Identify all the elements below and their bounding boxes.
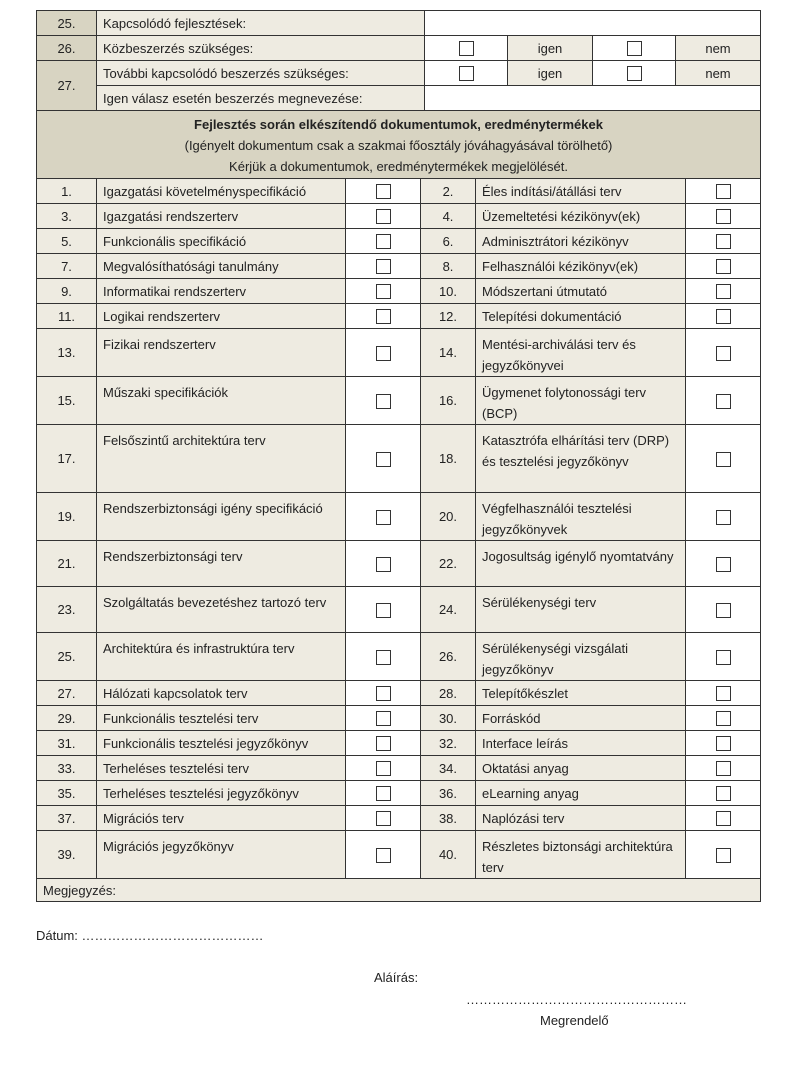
document-row (37, 781, 761, 806)
document-row (37, 731, 761, 756)
item-checkbox[interactable] (376, 736, 391, 751)
item-number: 24. (421, 587, 476, 633)
related-developments-label: Kapcsolódó fejlesztések: (97, 11, 425, 36)
item-label: Naplózási terv (476, 806, 686, 831)
item-number: 18. (421, 425, 476, 493)
item-checkbox[interactable] (376, 394, 391, 409)
procurement-name-input[interactable] (425, 86, 761, 111)
item-label: Rendszerbiztonsági terv (97, 541, 346, 587)
item-checkbox[interactable] (716, 209, 731, 224)
item-label: Adminisztrátori kézikönyv (476, 229, 686, 254)
documents-table (36, 178, 761, 902)
item-label: Hálózati kapcsolatok terv (97, 681, 346, 706)
item-number: 22. (421, 541, 476, 587)
yes-label: igen (508, 36, 593, 61)
item-checkbox[interactable] (376, 786, 391, 801)
document-row (37, 681, 761, 706)
document-row (37, 806, 761, 831)
item-number: 26. (421, 633, 476, 681)
row-27b (37, 86, 761, 111)
item-label: Interface leírás (476, 731, 686, 756)
item-checkbox[interactable] (376, 209, 391, 224)
item-checkbox[interactable] (716, 510, 731, 525)
item-checkbox[interactable] (376, 761, 391, 776)
item-label: Részletes biztonsági architektúra terv (476, 831, 686, 879)
item-label: Ügymenet folytonossági terv (BCP) (476, 377, 686, 425)
item-label: Szolgáltatás bevezetéshez tartozó terv (97, 587, 346, 633)
section-subtitle: (Igényelt dokumentum csak a szakmai főosztály jóváhagyásával törölhető) (184, 137, 613, 153)
item-number: 40. (421, 831, 476, 879)
item-number: 16. (421, 377, 476, 425)
item-checkbox[interactable] (376, 346, 391, 361)
item-number: 3. (37, 204, 97, 229)
item-label: Funkcionális tesztelési terv (97, 706, 346, 731)
item-checkbox[interactable] (376, 557, 391, 572)
item-number: 28. (421, 681, 476, 706)
item-checkbox[interactable] (716, 686, 731, 701)
item-checkbox[interactable] (376, 259, 391, 274)
procurement-name-label: Igen válasz esetén beszerzés megnevezése: (97, 86, 425, 111)
item-number: 33. (37, 756, 97, 781)
item-checkbox[interactable] (716, 811, 731, 826)
further-procurement-label: További kapcsolódó beszerzés szükséges: (97, 61, 425, 86)
item-label: Sérülékenységi terv (476, 587, 686, 633)
row-27 (37, 61, 761, 86)
item-checkbox[interactable] (716, 284, 731, 299)
item-label: Migrációs terv (97, 806, 346, 831)
procurement-no-checkbox[interactable] (627, 41, 642, 56)
item-number: 1. (37, 179, 97, 204)
item-label: Üzemeltetési kézikönyv(ek) (476, 204, 686, 229)
item-checkbox[interactable] (716, 452, 731, 467)
item-checkbox[interactable] (376, 309, 391, 324)
item-checkbox[interactable] (716, 394, 731, 409)
item-label: Katasztrófa elhárítási terv (DRP) és tesztelési jegyzőkönyv (476, 425, 686, 493)
item-label: Igazgatási követelményspecifikáció (97, 179, 346, 204)
item-number: 2. (421, 179, 476, 204)
item-number: 15. (37, 377, 97, 425)
item-checkbox[interactable] (376, 184, 391, 199)
item-label: Informatikai rendszerterv (97, 279, 346, 304)
procurement-yes-checkbox[interactable] (459, 41, 474, 56)
signature-label: Aláírás: (374, 970, 419, 985)
item-label: Architektúra és infrastruktúra terv (97, 633, 346, 681)
item-checkbox[interactable] (376, 711, 391, 726)
item-checkbox[interactable] (716, 761, 731, 776)
item-label: Fizikai rendszerterv (97, 329, 346, 377)
item-checkbox[interactable] (716, 309, 731, 324)
item-checkbox[interactable] (716, 736, 731, 751)
section-header (37, 111, 761, 180)
item-label: Végfelhasználói tesztelési jegyzőkönyvek (476, 493, 686, 541)
item-checkbox[interactable] (716, 650, 731, 665)
item-label: Terheléses tesztelési terv (97, 756, 346, 781)
item-label: Éles indítási/átállási terv (476, 179, 686, 204)
row-number: 26. (37, 36, 97, 61)
item-checkbox[interactable] (376, 811, 391, 826)
item-label: Funkcionális specifikáció (97, 229, 346, 254)
procurement-no-cell (593, 36, 676, 61)
item-label: Műszaki specifikációk (97, 377, 346, 425)
item-label: Megvalósíthatósági tanulmány (97, 254, 346, 279)
item-number: 38. (421, 806, 476, 831)
item-number: 5. (37, 229, 97, 254)
document-row (37, 279, 761, 304)
row-26 (37, 36, 761, 61)
item-number: 19. (37, 493, 97, 541)
row-25 (37, 11, 761, 36)
item-number: 21. (37, 541, 97, 587)
item-number: 34. (421, 756, 476, 781)
section-instruction: Kérjük a dokumentumok, eredménytermékek megjelölését. (229, 158, 568, 174)
document-row (37, 706, 761, 731)
item-number: 6. (421, 229, 476, 254)
document-row (37, 304, 761, 329)
item-number: 23. (37, 587, 97, 633)
item-number: 17. (37, 425, 97, 493)
item-number: 20. (421, 493, 476, 541)
item-number: 32. (421, 731, 476, 756)
document-row (37, 204, 761, 229)
item-checkbox[interactable] (716, 557, 731, 572)
section-title: Fejlesztés során elkészítendő dokumentumok, eredménytermékek (194, 116, 603, 132)
item-label: Sérülékenységi vizsgálati jegyzőkönyv (476, 633, 686, 681)
item-number: 31. (37, 731, 97, 756)
signature-line[interactable]: …………………………………………… (466, 992, 687, 1007)
item-number: 39. (37, 831, 97, 879)
item-checkbox[interactable] (716, 603, 731, 618)
document-row (37, 831, 761, 879)
item-number: 13. (37, 329, 97, 377)
document-row (37, 756, 761, 781)
item-number: 4. (421, 204, 476, 229)
item-checkbox[interactable] (376, 452, 391, 467)
item-label: Rendszerbiztonsági igény specifikáció (97, 493, 346, 541)
document-row (37, 633, 761, 681)
item-label: Forráskód (476, 706, 686, 731)
further-procurement-no-checkbox[interactable] (627, 66, 642, 81)
item-checkbox[interactable] (376, 510, 391, 525)
item-checkbox[interactable] (716, 184, 731, 199)
item-checkbox[interactable] (716, 786, 731, 801)
item-checkbox[interactable] (376, 284, 391, 299)
orderer-label: Megrendelő (540, 1013, 609, 1028)
item-checkbox[interactable] (716, 346, 731, 361)
item-number: 27. (37, 681, 97, 706)
no-label: nem (676, 36, 761, 61)
item-label: eLearning anyag (476, 781, 686, 806)
item-number: 35. (37, 781, 97, 806)
item-number: 30. (421, 706, 476, 731)
procurement-yes-cell (425, 36, 508, 61)
item-label: Módszertani útmutató (476, 279, 686, 304)
item-label: Terheléses tesztelési jegyzőkönyv (97, 781, 346, 806)
item-number: 11. (37, 304, 97, 329)
item-number: 29. (37, 706, 97, 731)
item-label: Mentési-archiválási terv és jegyzőkönyvei (476, 329, 686, 377)
document-row (37, 425, 761, 493)
item-checkbox[interactable] (716, 234, 731, 249)
document-row (37, 493, 761, 541)
document-row (37, 329, 761, 377)
document-row (37, 179, 761, 204)
item-label: Jogosultság igénylő nyomtatvány (476, 541, 686, 587)
item-label: Felhasználói kézikönyv(ek) (476, 254, 686, 279)
document-row (37, 541, 761, 587)
item-checkbox[interactable] (716, 711, 731, 726)
item-number: 36. (421, 781, 476, 806)
item-checkbox[interactable] (376, 650, 391, 665)
notes-row (37, 879, 761, 902)
date-field[interactable]: Dátum: …………………………………… (36, 928, 264, 943)
item-label: Funkcionális tesztelési jegyzőkönyv (97, 731, 346, 756)
item-checkbox[interactable] (716, 259, 731, 274)
item-number: 9. (37, 279, 97, 304)
notes-label[interactable]: Megjegyzés: (37, 879, 761, 902)
item-label: Felsőszintű architektúra terv (97, 425, 346, 493)
item-number: 12. (421, 304, 476, 329)
row-number: 25. (37, 11, 97, 36)
item-label: Igazgatási rendszerterv (97, 204, 346, 229)
item-number: 7. (37, 254, 97, 279)
project-info-table (36, 10, 761, 180)
item-number: 14. (421, 329, 476, 377)
document-row (37, 587, 761, 633)
item-number: 25. (37, 633, 97, 681)
item-label: Telepítési dokumentáció (476, 304, 686, 329)
document-row (37, 229, 761, 254)
procurement-label: Közbeszerzés szükséges: (97, 36, 425, 61)
item-checkbox[interactable] (376, 686, 391, 701)
document-row (37, 377, 761, 425)
item-label: Migrációs jegyzőkönyv (97, 831, 346, 879)
item-checkbox[interactable] (376, 848, 391, 863)
item-checkbox[interactable] (716, 848, 731, 863)
item-label: Telepítőkészlet (476, 681, 686, 706)
document-row (37, 254, 761, 279)
item-checkbox[interactable] (376, 603, 391, 618)
related-developments-input[interactable] (425, 11, 761, 36)
item-checkbox[interactable] (376, 234, 391, 249)
item-label: Oktatási anyag (476, 756, 686, 781)
row-number: 27. (37, 61, 97, 111)
yes-label: igen (508, 61, 593, 86)
item-number: 37. (37, 806, 97, 831)
no-label: nem (676, 61, 761, 86)
item-number: 10. (421, 279, 476, 304)
item-number: 8. (421, 254, 476, 279)
further-procurement-yes-checkbox[interactable] (459, 66, 474, 81)
item-label: Logikai rendszerterv (97, 304, 346, 329)
